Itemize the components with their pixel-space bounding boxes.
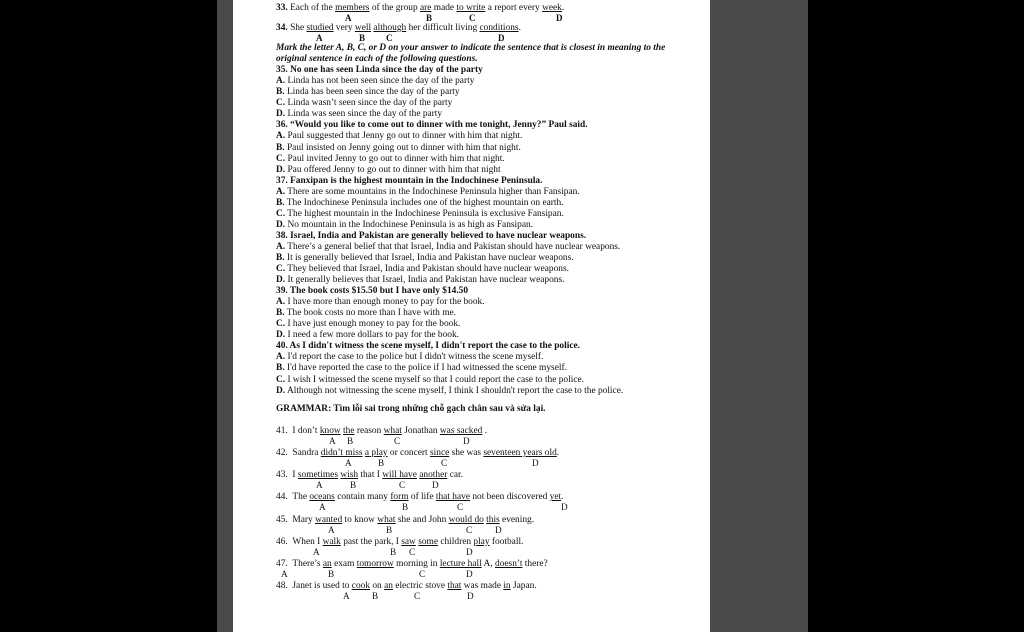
option-letters-33: A B C D: [345, 13, 563, 24]
option-c: C. Paul invited Jenny to go out to dinner with him that night.: [276, 153, 505, 164]
document-page: [233, 0, 710, 632]
instruction-continued: original sentence in each of the following questions.: [276, 54, 478, 65]
question-36: 36. “Would you like to come out to dinner with me tonight, Jenny?” Paul said.: [276, 120, 588, 131]
option-d: D. Pau offered Jenny to go out to dinner with him that night: [276, 164, 501, 175]
underlined-part-a: members: [335, 3, 370, 13]
option-letters-34: A B C D: [316, 33, 505, 44]
right-gutter: [710, 0, 808, 632]
question-37: 37. Fanxipan is the highest mountain in the Indochinese Peninsula.: [276, 175, 543, 186]
option-letters-41: A B C D: [329, 435, 470, 446]
option-d: D. Although not witnessing the scene myself, I think I shouldn't report the case to the police.: [276, 385, 624, 396]
option-d: D. I need a few more dollars to pay for the book.: [276, 330, 460, 341]
option-letters-46: A B C D: [313, 546, 473, 557]
option-c: C. I have just enough money to pay for the book.: [276, 319, 461, 330]
option-b: B. Paul insisted on Jenny going out to dinner with him that night.: [276, 142, 521, 153]
underlined-part-c: although: [373, 23, 407, 34]
option-a: A. There are some mountains in the Indochinese Peninsula higher than Fansipan.: [276, 186, 580, 197]
option-c: C. They believed that Israel, India and Pakistan should have nuclear weapons.: [276, 264, 569, 275]
option-b: B. I'd have reported the case to the police if I had witnessed the scene myself.: [276, 363, 567, 374]
option-letters-44: A B C D: [319, 502, 568, 513]
option-letters-43: A B C D: [316, 480, 439, 491]
option-d: D. Linda was seen since the day of the party: [276, 109, 443, 120]
grammar-section-title: GRAMMAR: Tìm lỗi sai trong những chỗ gạch chân sau và sửa lại.: [276, 403, 546, 414]
grammar-item-41: 41. I don’t know the reason what Jonathan was sacked .: [276, 425, 488, 436]
grammar-item-42: 42. Sandra didn’t miss a play or concert since she was seventeen years old.: [276, 447, 560, 458]
underlined-part-b: are: [419, 3, 432, 13]
option-d: D. No mountain in the Indochinese Peninsula is as high as Fansipan.: [276, 219, 534, 230]
grammar-item-44: 44. The oceans contain many form of life that have not been discovered yet.: [276, 492, 564, 503]
underlined-part-d: week: [542, 3, 562, 13]
left-gutter: [217, 0, 233, 632]
option-b: B. Linda has been seen since the day of the party: [276, 87, 460, 98]
option-letters-45: A B C D: [328, 524, 502, 535]
instruction: Mark the letter A, B, C, or D on your answer to indicate the sentence that is closest in meaning to the: [276, 43, 666, 54]
grammar-item-46: 46. When I walk past the park, I saw some children play football.: [276, 536, 524, 547]
option-b: B. It is generally believed that Israel, India and Pakistan have nuclear weapons.: [276, 252, 574, 263]
left-background: [0, 0, 217, 632]
question-40: 40. As I didn't witness the scene myself, I didn't report the case to the police.: [276, 341, 580, 352]
grammar-item-47: 47. There’s an exam tomorrow morning in lecture hall A, doesn’t there?: [276, 559, 548, 570]
underlined-part-a: studied: [306, 23, 334, 34]
option-letters-48: A B C D: [343, 591, 474, 602]
underlined-part-b: well: [354, 23, 372, 34]
grammar-item-48: 48. Janet is used to cook on an electric stove that was made in Japan.: [276, 581, 537, 592]
option-letters-42: A B C D: [345, 457, 539, 468]
question-35: 35. No one has seen Linda since the day of the party: [276, 65, 483, 76]
option-letters-47: A B C D: [281, 569, 473, 580]
option-d: D. It generally believes that Israel, India and Pakistan have nuclear weapons.: [276, 275, 565, 286]
grammar-item-43: 43. I sometimes wish that I will have another car.: [276, 470, 463, 481]
option-c: C. The highest mountain in the Indochinese Peninsula is exclusive Fansipan.: [276, 208, 564, 219]
grammar-item-45: 45. Mary wanted to know what she and John would do this evening.: [276, 514, 535, 525]
option-c: C. Linda wasn’t seen since the day of the party: [276, 98, 453, 109]
question-34: 34. She studied very well although her difficult living conditions.: [276, 23, 521, 34]
question-33: 33. Each of the members of the group are made to write a report every week.: [276, 3, 565, 13]
option-b: B. The book costs no more than I have with me.: [276, 308, 457, 319]
right-background: [808, 0, 1024, 632]
question-38: 38. Israel, India and Pakistan are generally believed to have nuclear weapons.: [276, 230, 587, 241]
question-number: 33.: [276, 3, 288, 13]
option-a: A. I'd report the case to the police but I didn't witness the scene myself.: [276, 352, 544, 363]
page-content: [276, 3, 706, 604]
question-number: 34.: [276, 23, 288, 34]
option-c: C. I wish I witnessed the scene myself so that I could report the case to the police.: [276, 374, 584, 385]
option-a: A. Linda has not been seen since the day of the party: [276, 76, 475, 87]
question-39: 39. The book costs $15.50 but I have only $14.50: [276, 286, 469, 297]
underlined-part-c: to write: [456, 3, 486, 13]
option-a: A. Paul suggested that Jenny go out to dinner with him that night.: [276, 131, 523, 142]
option-b: B. The Indochinese Peninsula includes one of the highest mountain on earth.: [276, 197, 564, 208]
underlined-part-d: conditions: [479, 23, 519, 34]
option-a: A. I have more than enough money to pay for the book.: [276, 297, 485, 308]
option-a: A. There’s a general belief that that Israel, India and Pakistan should have nuclear weapons.: [276, 241, 621, 252]
